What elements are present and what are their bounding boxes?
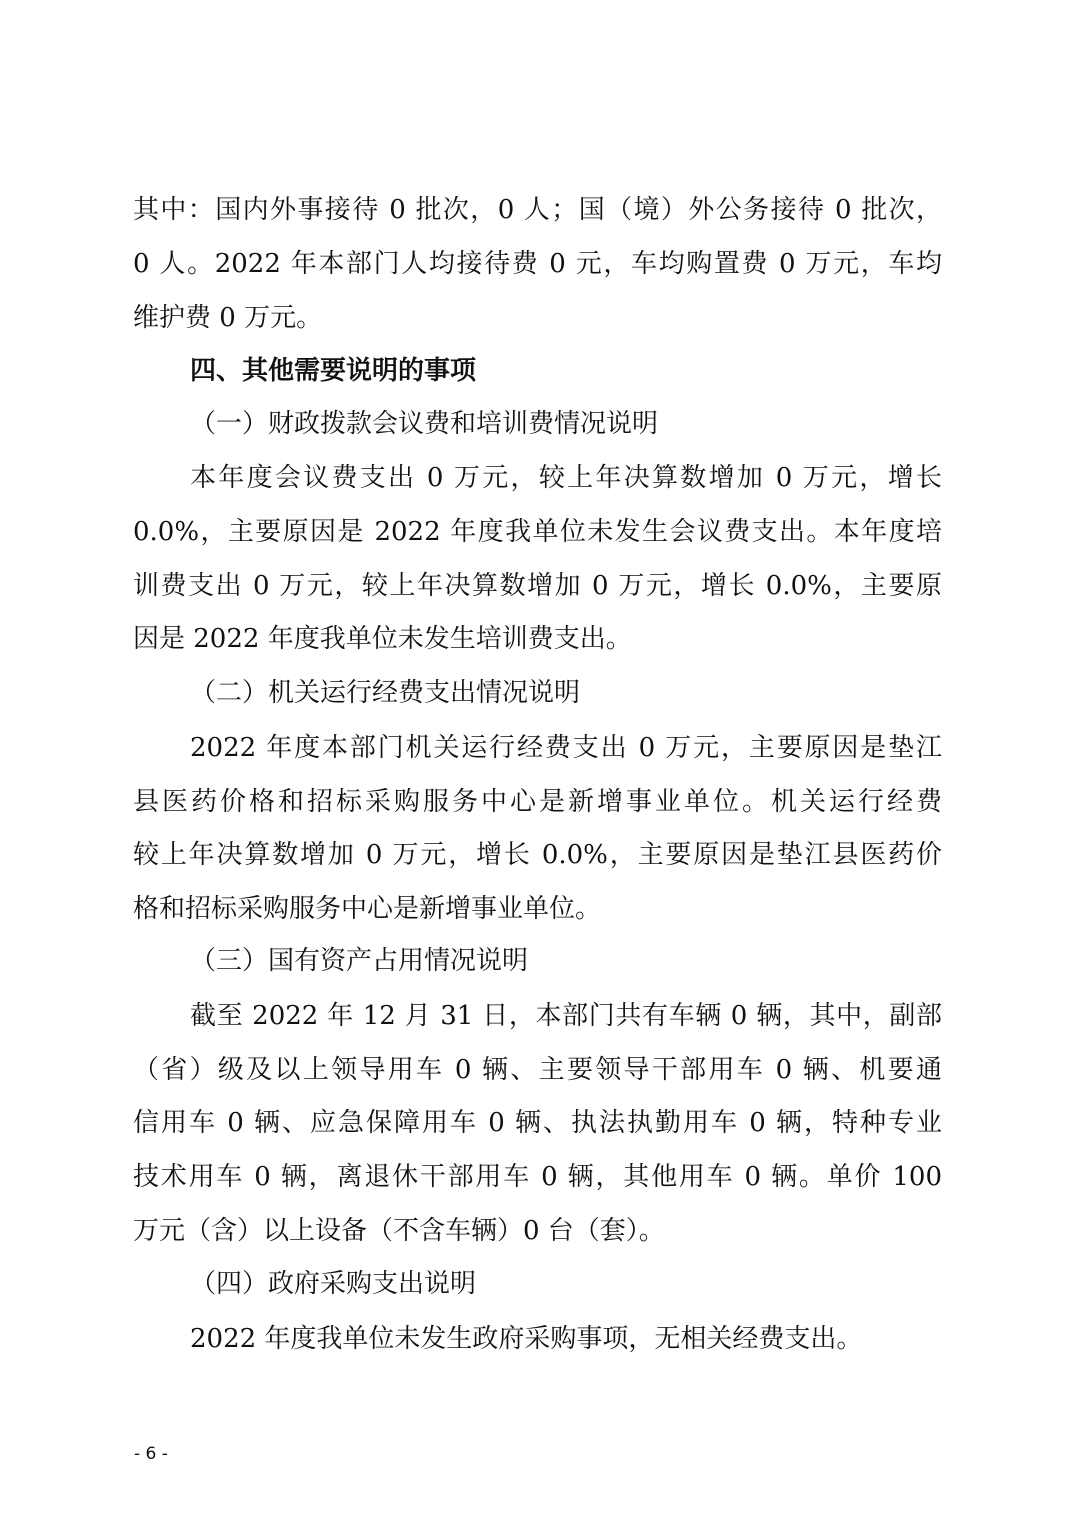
- body-line-13: 较上年决算数增加 0 万元，增长 0.0%，主要原因是垫江县医药价: [133, 840, 942, 870]
- body-line-17: （省）级及以上领导用车 0 辆、主要领导干部用车 0 辆、机要通: [133, 1055, 942, 1085]
- section-heading-other-matters: 四、其他需要说明的事项: [190, 356, 477, 386]
- body-line-16: 截至 2022 年 12 月 31 日，本部门共有车辆 0 辆，其中，副部: [190, 1001, 942, 1031]
- body-line-18: 信用车 0 辆、应急保障用车 0 辆、执法执勤用车 0 辆，特种专业: [133, 1108, 942, 1138]
- page-number: - 6 -: [134, 1444, 168, 1464]
- body-line-11: 2022 年度本部门机关运行经费支出 0 万元，主要原因是垫江: [190, 733, 942, 763]
- body-line-7: 0.0%，主要原因是 2022 年度我单位未发生会议费支出。本年度培: [133, 517, 942, 547]
- subheading-state-assets: （三）国有资产占用情况说明: [190, 946, 529, 976]
- body-line-6: 本年度会议费支出 0 万元，较上年决算数增加 0 万元，增长: [190, 463, 942, 493]
- body-line-9: 因是 2022 年度我单位未发生培训费支出。: [133, 624, 632, 654]
- subheading-government-procurement: （四）政府采购支出说明: [190, 1269, 477, 1299]
- body-line-2: 0 人。2022 年本部门人均接待费 0 元，车均购置费 0 万元，车均: [133, 249, 942, 279]
- body-line-3: 维护费 0 万元。: [133, 303, 323, 333]
- subheading-meeting-training-fees: （一）财政拨款会议费和培训费情况说明: [190, 409, 659, 439]
- body-line-19: 技术用车 0 辆，离退休干部用车 0 辆，其他用车 0 辆。单价 100: [133, 1162, 942, 1192]
- subheading-operating-expenses: （二）机关运行经费支出情况说明: [190, 678, 581, 708]
- body-line-12: 县医药价格和招标采购服务中心是新增事业单位。机关运行经费: [133, 787, 942, 817]
- body-line-14: 格和招标采购服务中心是新增事业单位。: [133, 894, 602, 924]
- body-line-8: 训费支出 0 万元，较上年决算数增加 0 万元，增长 0.0%，主要原: [133, 571, 942, 601]
- body-line-22: 2022 年度我单位未发生政府采购事项，无相关经费支出。: [190, 1324, 863, 1354]
- body-line-1: 其中：国内外事接待 0 批次，0 人；国（境）外公务接待 0 批次，: [133, 195, 942, 225]
- body-line-20: 万元（含）以上设备（不含车辆）0 台（套）。: [133, 1216, 665, 1246]
